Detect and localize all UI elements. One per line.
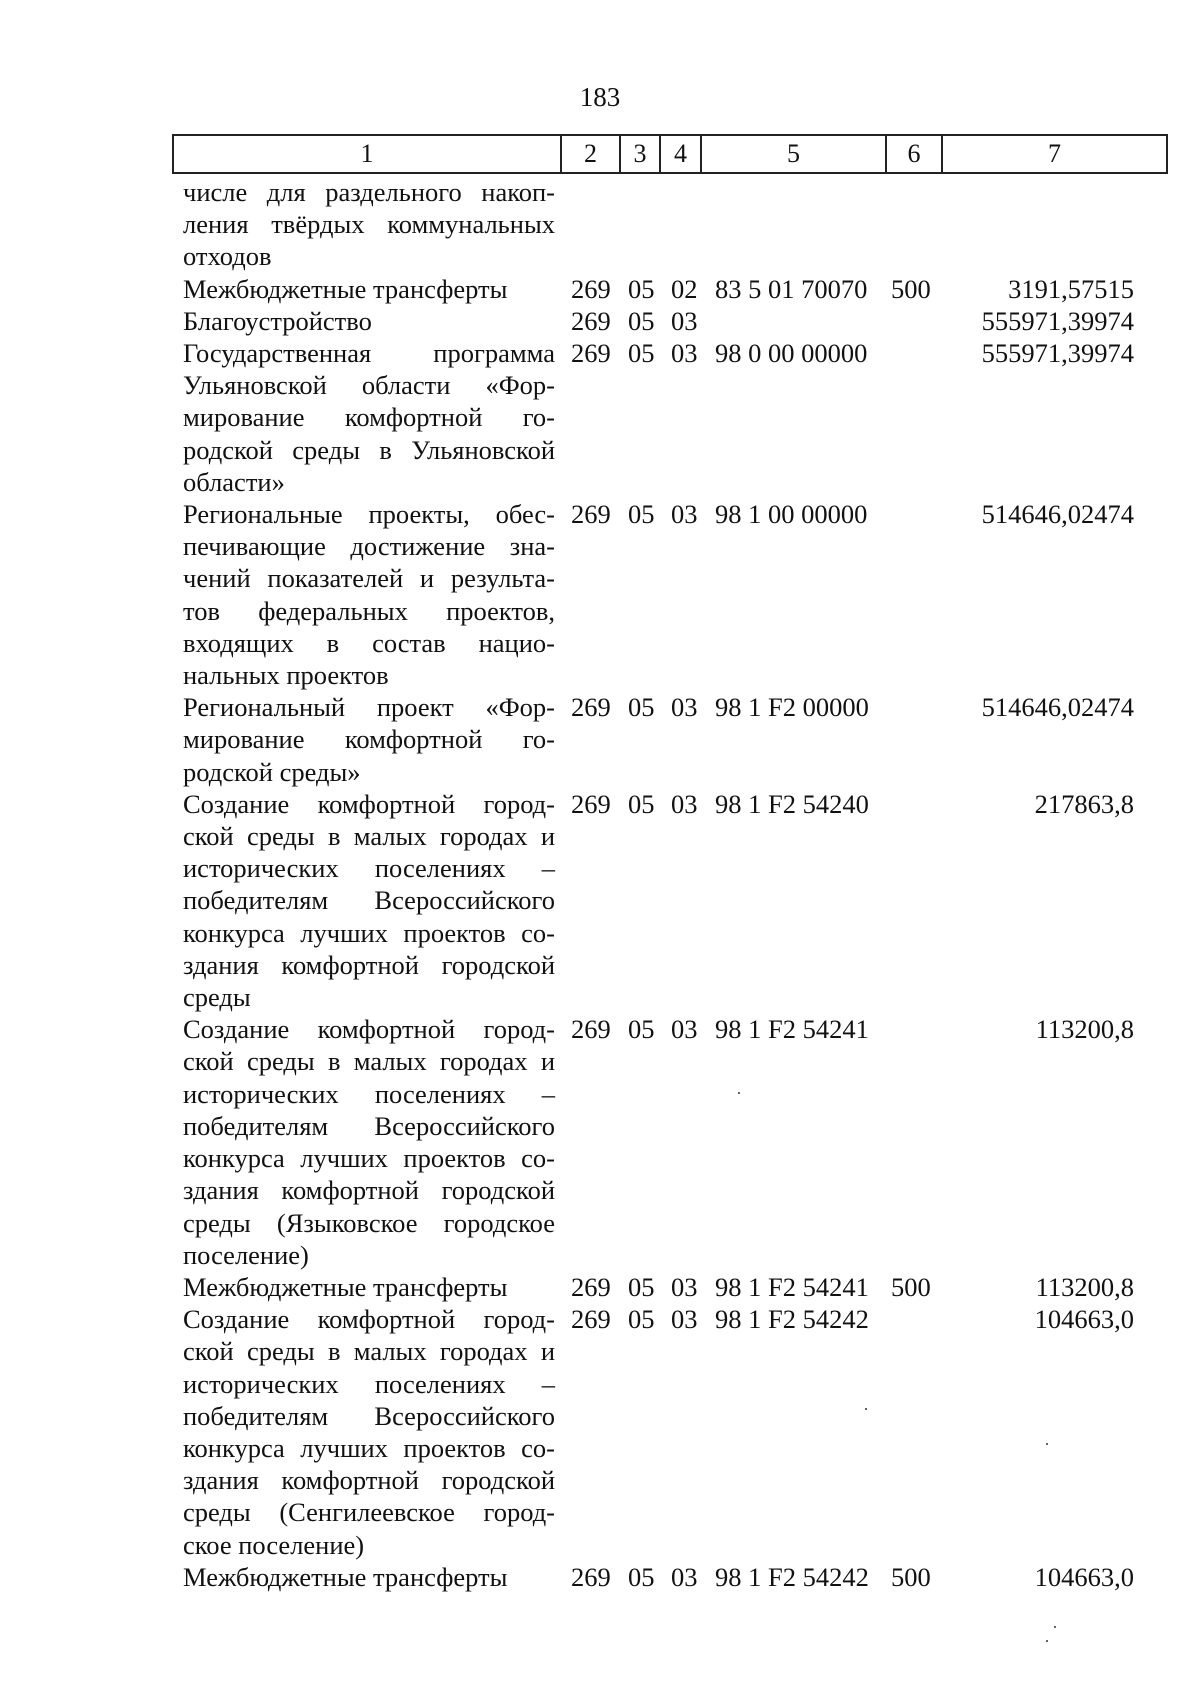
table-row <box>0 1271 1200 1303</box>
description-line: родской среды в Ульяновской <box>183 434 555 465</box>
cell-col-4: 03 <box>671 788 698 819</box>
description-line: ской среды в малых городах и <box>183 821 555 852</box>
header-col-3: 3 <box>621 136 661 172</box>
description-line: конкурса лучших проектов со- <box>183 1143 555 1174</box>
cell-col-6: 500 <box>891 273 931 304</box>
description-line: родской среды» <box>183 756 361 787</box>
table-header <box>172 134 1168 174</box>
cell-col-4: 03 <box>671 1561 698 1592</box>
description-line: Государственная программа <box>183 338 555 369</box>
header-col-1: 1 <box>174 136 562 172</box>
cell-col-4: 03 <box>671 305 698 336</box>
cell-col-3: 05 <box>628 273 655 304</box>
cell-col-4: 02 <box>671 273 698 304</box>
description-line: входящих в состав нацио- <box>183 627 555 658</box>
cell-col-2: 269 <box>571 1014 611 1045</box>
description-line: Межбюджетные трансферты <box>183 273 508 304</box>
cell-col-6: 500 <box>891 1271 931 1302</box>
cell-col-5: 98 1 F2 54242 <box>715 1561 869 1592</box>
row-description <box>183 1271 555 1303</box>
cell-col-2: 269 <box>571 305 611 336</box>
row-description <box>183 305 555 337</box>
cell-col-4: 03 <box>671 1304 698 1335</box>
description-line: среды (Языковское городское <box>183 1207 555 1238</box>
cell-col-5: 98 1 F2 54241 <box>715 1271 869 1302</box>
cell-col-4: 03 <box>671 1271 698 1302</box>
description-line: здания комфортной городской <box>183 1175 555 1206</box>
scan-speck <box>865 1408 867 1410</box>
description-line: победителям Всероссийского <box>183 1110 555 1141</box>
description-line: мирование комфортной го- <box>183 402 555 433</box>
description-line: нальных проектов <box>183 660 389 691</box>
cell-col-2: 269 <box>571 1271 611 1302</box>
description-line: Региональный проект «Фор- <box>183 692 555 723</box>
scan-speck <box>1046 1443 1048 1445</box>
description-line: Ульяновской области «Фор- <box>183 370 555 401</box>
cell-col-3: 05 <box>628 305 655 336</box>
cell-col-5: 83 5 01 70070 <box>715 273 868 304</box>
table-row <box>0 691 1200 788</box>
table-row <box>0 1013 1200 1271</box>
budget-table-body <box>0 176 1200 1593</box>
description-line: ской среды в малых городах и <box>183 1336 555 1367</box>
cell-col-7: 113200,8 <box>1035 1271 1134 1302</box>
description-line: чений показателей и результа- <box>183 563 555 594</box>
scan-speck <box>1054 1626 1056 1628</box>
row-description <box>183 273 555 305</box>
cell-col-3: 05 <box>628 338 655 369</box>
row-description <box>183 498 555 691</box>
row-description <box>183 1013 555 1271</box>
cell-col-2: 269 <box>571 499 611 530</box>
scan-speck <box>1046 1640 1048 1642</box>
cell-col-3: 05 <box>628 499 655 530</box>
description-line: Межбюджетные трансферты <box>183 1271 508 1302</box>
row-description <box>183 1561 555 1593</box>
row-description <box>183 176 555 273</box>
cell-col-2: 269 <box>571 1304 611 1335</box>
cell-col-2: 269 <box>571 1561 611 1592</box>
cell-col-7: 514646,02474 <box>981 499 1134 530</box>
table-row <box>0 498 1200 691</box>
description-line: Создание комфортной город- <box>183 788 555 819</box>
row-description <box>183 337 555 498</box>
cell-col-2: 269 <box>571 788 611 819</box>
row-description <box>183 691 555 788</box>
cell-col-3: 05 <box>628 1014 655 1045</box>
scan-speck <box>738 1092 740 1094</box>
description-line: ской среды в малых городах и <box>183 1046 555 1077</box>
description-line: числе для раздельного накоп- <box>183 177 555 207</box>
description-line: среды (Сенгилеевское город- <box>183 1497 555 1528</box>
cell-col-5: 98 1 F2 54240 <box>715 788 869 819</box>
cell-col-6: 500 <box>891 1561 931 1592</box>
description-line: печивающие достижение зна- <box>183 531 555 562</box>
description-line: конкурса лучших проектов со- <box>183 1432 555 1463</box>
header-col-4: 4 <box>661 136 702 172</box>
header-col-5: 5 <box>702 136 887 172</box>
row-description <box>183 1303 555 1561</box>
description-line: поселение) <box>183 1239 309 1270</box>
cell-col-4: 03 <box>671 1014 698 1045</box>
description-line: здания комфортной городской <box>183 1465 555 1496</box>
cell-col-7: 555971,39974 <box>981 338 1134 369</box>
cell-col-5: 98 1 F2 00000 <box>715 692 869 723</box>
description-line: среды <box>183 982 251 1013</box>
table-row <box>0 337 1200 498</box>
row-description <box>183 788 555 1013</box>
cell-col-5: 98 1 F2 54241 <box>715 1014 869 1045</box>
cell-col-5: 98 0 00 00000 <box>715 338 868 369</box>
description-line: конкурса лучших проектов со- <box>183 917 555 948</box>
description-line: Благоустройство <box>183 305 372 336</box>
cell-col-3: 05 <box>628 692 655 723</box>
description-line: победителям Всероссийского <box>183 1400 555 1431</box>
description-line: Создание комфортной город- <box>183 1304 555 1335</box>
table-row <box>0 1561 1200 1593</box>
cell-col-4: 03 <box>671 692 698 723</box>
header-col-6: 6 <box>887 136 943 172</box>
cell-col-7: 555971,39974 <box>981 305 1134 336</box>
cell-col-3: 05 <box>628 1304 655 1335</box>
cell-col-7: 514646,02474 <box>981 692 1134 723</box>
table-row <box>0 273 1200 305</box>
cell-col-7: 217863,8 <box>1034 788 1134 819</box>
table-row <box>0 788 1200 1013</box>
header-col-7: 7 <box>1048 139 1061 168</box>
description-line: тов федеральных проектов, <box>183 595 555 626</box>
cell-col-4: 03 <box>671 499 698 530</box>
description-line: Создание комфортной город- <box>183 1014 555 1045</box>
description-line: Межбюджетные трансферты <box>183 1561 508 1592</box>
description-line: отходов <box>183 241 272 272</box>
cell-col-3: 05 <box>628 1271 655 1302</box>
table-row <box>0 1303 1200 1561</box>
table-row <box>0 176 1200 273</box>
cell-col-2: 269 <box>571 692 611 723</box>
cell-col-7: 104663,0 <box>1034 1561 1134 1592</box>
cell-col-3: 05 <box>628 1561 655 1592</box>
description-line: исторических поселениях – <box>183 853 555 884</box>
cell-col-3: 05 <box>628 788 655 819</box>
table-row <box>0 305 1200 337</box>
cell-col-7: 104663,0 <box>1034 1304 1134 1335</box>
description-line: ское поселение) <box>183 1529 365 1560</box>
description-line: ления твёрдых коммунальных <box>183 209 555 240</box>
description-line: исторических поселениях – <box>183 1368 555 1399</box>
description-line: области» <box>183 466 285 497</box>
cell-col-5: 98 1 00 00000 <box>715 499 868 530</box>
description-line: исторических поселениях – <box>183 1078 555 1109</box>
description-line: победителям Всероссийского <box>183 885 555 916</box>
page-number: 183 <box>579 82 621 112</box>
cell-col-2: 269 <box>571 273 611 304</box>
description-line: Региональные проекты, обес- <box>183 499 555 530</box>
cell-col-5: 98 1 F2 54242 <box>715 1304 869 1335</box>
header-col-2: 2 <box>562 136 621 172</box>
cell-col-2: 269 <box>571 338 611 369</box>
description-line: здания комфортной городской <box>183 949 555 980</box>
cell-col-7: 113200,8 <box>1035 1014 1134 1045</box>
description-line: мирование комфортной го- <box>183 724 555 755</box>
cell-col-4: 03 <box>671 338 698 369</box>
cell-col-7: 3191,57515 <box>1008 273 1134 304</box>
